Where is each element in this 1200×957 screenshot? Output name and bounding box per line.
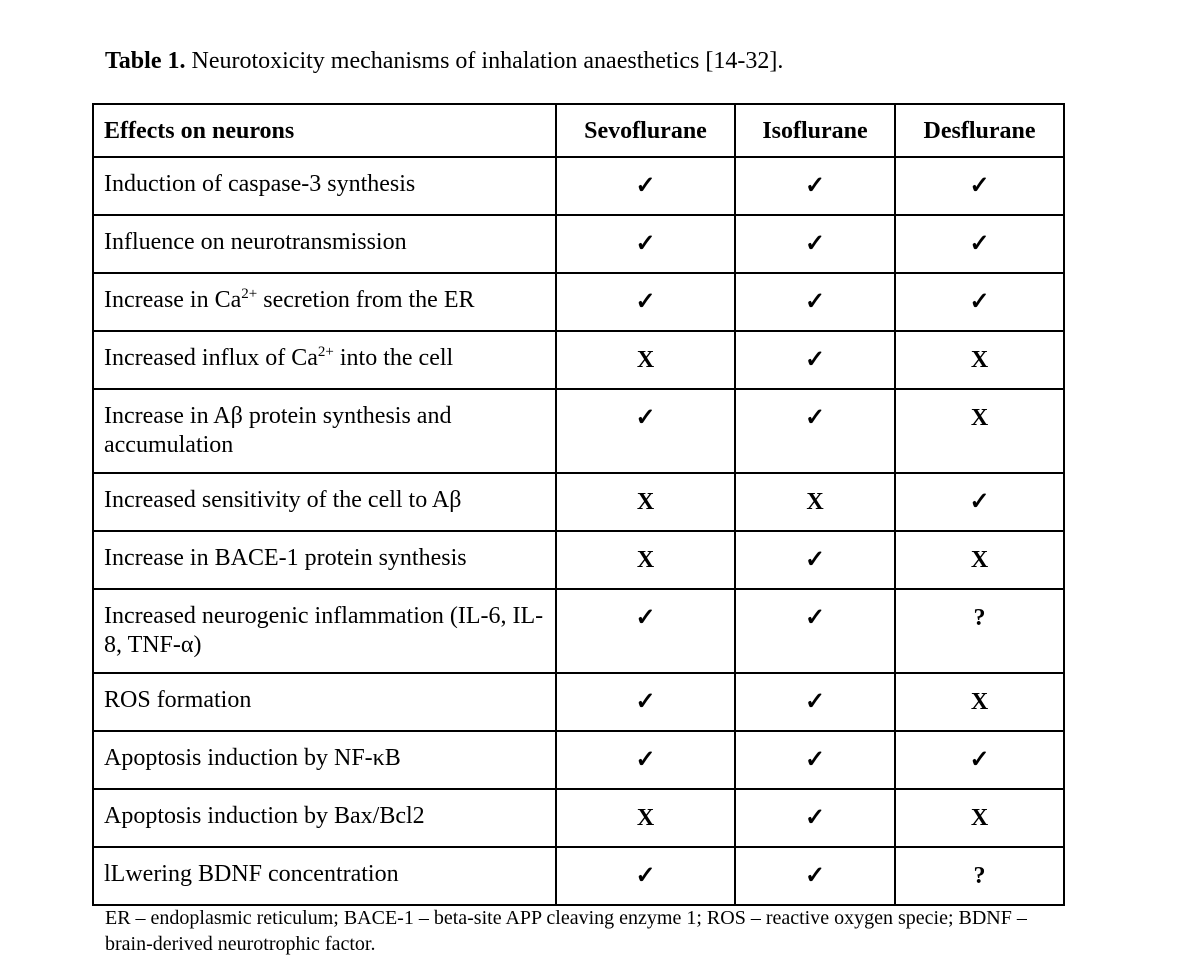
- table-header-row: [93, 104, 1064, 157]
- sevoflurane-mark: ✓: [556, 731, 735, 789]
- table-footnote: ER – endoplasmic reticulum; BACE-1 – beta-site APP cleaving enzyme 1; ROS – reactive oxygen specie; BDNF – brain-derived neurotrophic factor.: [105, 907, 1027, 955]
- table-caption-label: Table 1.: [105, 48, 186, 74]
- sevoflurane-mark: ✓: [556, 157, 735, 215]
- isoflurane-mark: ✓: [735, 789, 895, 847]
- desflurane-mark: X: [895, 789, 1064, 847]
- sevoflurane-mark: ✓: [556, 215, 735, 273]
- sevoflurane-mark: X: [556, 531, 735, 589]
- header-isoflurane: Isoflurane: [735, 104, 895, 157]
- effect-cell: Apoptosis induction by Bax/Bcl2: [93, 789, 556, 847]
- effect-cell: lLwering BDNF concentration: [93, 847, 556, 905]
- effect-text-post: secretion from the ER: [257, 287, 475, 313]
- effect-superscript: 2+: [241, 286, 258, 302]
- effect-cell: Increase in BACE-1 protein synthesis: [93, 531, 556, 589]
- table-row: [93, 273, 1064, 331]
- desflurane-mark: ?: [895, 847, 1064, 905]
- sevoflurane-mark: X: [556, 331, 735, 389]
- table-row: [93, 331, 1064, 389]
- effect-text-pre: Increased influx of Ca: [104, 345, 318, 371]
- desflurane-mark: ✓: [895, 473, 1064, 531]
- sevoflurane-mark: X: [556, 473, 735, 531]
- table-row: [93, 731, 1064, 789]
- isoflurane-mark: ✓: [735, 331, 895, 389]
- table-row: [93, 389, 1064, 473]
- effect-cell: Influence on neurotransmission: [93, 215, 556, 273]
- table-caption-text: Neurotoxicity mechanisms of inhalation anaesthetics [14-32].: [185, 48, 784, 74]
- mechanisms-table: [92, 103, 1065, 906]
- effect-cell: [93, 331, 556, 389]
- desflurane-mark: ✓: [895, 157, 1064, 215]
- desflurane-mark: X: [895, 331, 1064, 389]
- table-row: [93, 473, 1064, 531]
- sevoflurane-mark: ✓: [556, 673, 735, 731]
- sevoflurane-mark: ✓: [556, 847, 735, 905]
- header-effects: Effects on neurons: [93, 104, 556, 157]
- isoflurane-mark: ✓: [735, 589, 895, 673]
- desflurane-mark: ✓: [895, 215, 1064, 273]
- effect-cell: ROS formation: [93, 673, 556, 731]
- effect-superscript: 2+: [317, 344, 334, 360]
- sevoflurane-mark: ✓: [556, 589, 735, 673]
- desflurane-mark: X: [895, 531, 1064, 589]
- desflurane-mark: X: [895, 673, 1064, 731]
- effect-text-post: into the cell: [333, 345, 454, 371]
- effect-cell: Increased neurogenic inflammation (IL-6, IL-8, TNF-α): [93, 589, 556, 673]
- effect-cell: Increased sensitivity of the cell to Aβ: [93, 473, 556, 531]
- desflurane-mark: ✓: [895, 731, 1064, 789]
- table-row: [93, 673, 1064, 731]
- isoflurane-mark: ✓: [735, 847, 895, 905]
- desflurane-mark: ✓: [895, 273, 1064, 331]
- effect-text-pre: Increase in Ca: [104, 287, 242, 313]
- table-row: [93, 789, 1064, 847]
- isoflurane-mark: X: [735, 473, 895, 531]
- effect-cell: [93, 273, 556, 331]
- header-desflurane: Desflurane: [895, 104, 1064, 157]
- header-sevoflurane: Sevoflurane: [556, 104, 735, 157]
- isoflurane-mark: ✓: [735, 157, 895, 215]
- isoflurane-mark: ✓: [735, 731, 895, 789]
- table-row: [93, 589, 1064, 673]
- mechanisms-table-container: [92, 103, 1065, 906]
- effect-cell: Induction of caspase-3 synthesis: [93, 157, 556, 215]
- isoflurane-mark: ✓: [735, 273, 895, 331]
- table-caption: [105, 44, 783, 78]
- effect-cell: Increase in Aβ protein synthesis and accumulation: [93, 389, 556, 473]
- isoflurane-mark: ✓: [735, 531, 895, 589]
- table-row: [93, 531, 1064, 589]
- isoflurane-mark: ✓: [735, 673, 895, 731]
- table-row: [93, 215, 1064, 273]
- isoflurane-mark: ✓: [735, 215, 895, 273]
- desflurane-mark: ?: [895, 589, 1064, 673]
- isoflurane-mark: ✓: [735, 389, 895, 473]
- sevoflurane-mark: ✓: [556, 273, 735, 331]
- table-row: [93, 847, 1064, 905]
- desflurane-mark: X: [895, 389, 1064, 473]
- sevoflurane-mark: X: [556, 789, 735, 847]
- table-row: [93, 157, 1064, 215]
- sevoflurane-mark: ✓: [556, 389, 735, 473]
- effect-cell: Apoptosis induction by NF-κB: [93, 731, 556, 789]
